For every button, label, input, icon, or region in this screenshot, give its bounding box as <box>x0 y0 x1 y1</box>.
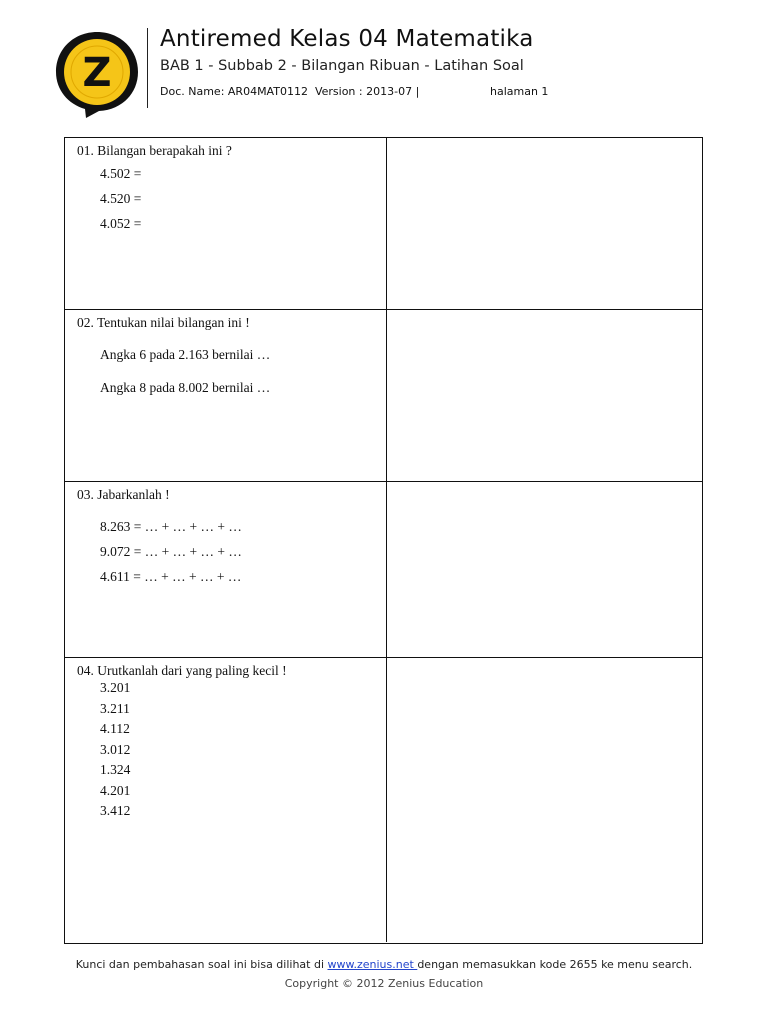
question-4-item-1: 3.201 <box>100 680 131 695</box>
question-cell-3 <box>65 482 387 657</box>
answer-cell-3[interactable] <box>387 482 702 657</box>
question-1-item-1: 4.502 = <box>100 166 142 181</box>
question-heading-3: 03. Jabarkanlah ! <box>77 487 170 502</box>
question-heading-4: 04. Urutkanlah dari yang paling kecil ! <box>77 663 287 678</box>
question-row-3 <box>65 481 702 657</box>
zenius-link[interactable]: www.zenius.net <box>327 958 418 971</box>
copyright: Copyright © 2012 Zenius Education <box>284 977 484 990</box>
question-3-item-2: 9.072 = … + … + … + … <box>100 544 242 559</box>
page-number: halaman 1 <box>490 85 549 98</box>
footer-text-end: dengan memasukkan kode 2655 ke menu search. <box>417 958 693 971</box>
doc-name-label: Doc. Name: <box>160 85 228 98</box>
answer-cell-1[interactable] <box>387 138 702 309</box>
doc-meta <box>160 85 419 98</box>
question-3-item-3: 4.611 = … + … + … + … <box>100 569 242 584</box>
question-cell-1 <box>65 138 387 309</box>
logo-letter: Z <box>82 50 112 96</box>
question-table <box>64 137 703 944</box>
question-2-item-2: Angka 8 pada 8.002 bernilai … <box>100 380 271 395</box>
footer-note <box>0 958 768 971</box>
question-heading-1: 01. Bilangan berapakah ini ? <box>77 143 232 158</box>
question-2-item-1: Angka 6 pada 2.163 bernilai … <box>100 347 271 362</box>
question-4-item-2: 3.211 <box>100 701 130 716</box>
question-4-item-7: 3.412 <box>100 803 131 818</box>
question-1-item-3: 4.052 = <box>100 216 142 231</box>
question-row-1 <box>65 138 702 309</box>
question-cell-4 <box>65 658 387 942</box>
version-label: Version : <box>307 85 367 98</box>
doc-name: AR04MAT0112 <box>227 85 308 98</box>
page-title: Antiremed Kelas 04 Matematika <box>160 26 534 52</box>
zenius-logo <box>52 28 142 120</box>
footer-text-start: Kunci dan pembahasan soal ini bisa dilihat di <box>75 958 328 971</box>
question-row-4 <box>65 657 702 942</box>
question-3-item-1: 8.263 = … + … + … + … <box>100 519 242 534</box>
page-subtitle: BAB 1 - Subbab 2 - Bilangan Ribuan - Latihan Soal <box>160 58 524 74</box>
question-heading-2: 02. Tentukan nilai bilangan ini ! <box>77 315 250 330</box>
header-divider <box>147 28 148 108</box>
question-4-item-3: 4.112 <box>100 721 130 736</box>
question-cell-2 <box>65 310 387 481</box>
question-4-item-5: 1.324 <box>100 762 131 777</box>
question-4-item-4: 3.012 <box>100 742 131 757</box>
question-row-2 <box>65 309 702 481</box>
answer-cell-4[interactable] <box>387 658 702 942</box>
question-1-item-2: 4.520 = <box>100 191 142 206</box>
answer-cell-2[interactable] <box>387 310 702 481</box>
question-4-item-6: 4.201 <box>100 783 131 798</box>
version: 2013-07 | <box>366 85 420 98</box>
